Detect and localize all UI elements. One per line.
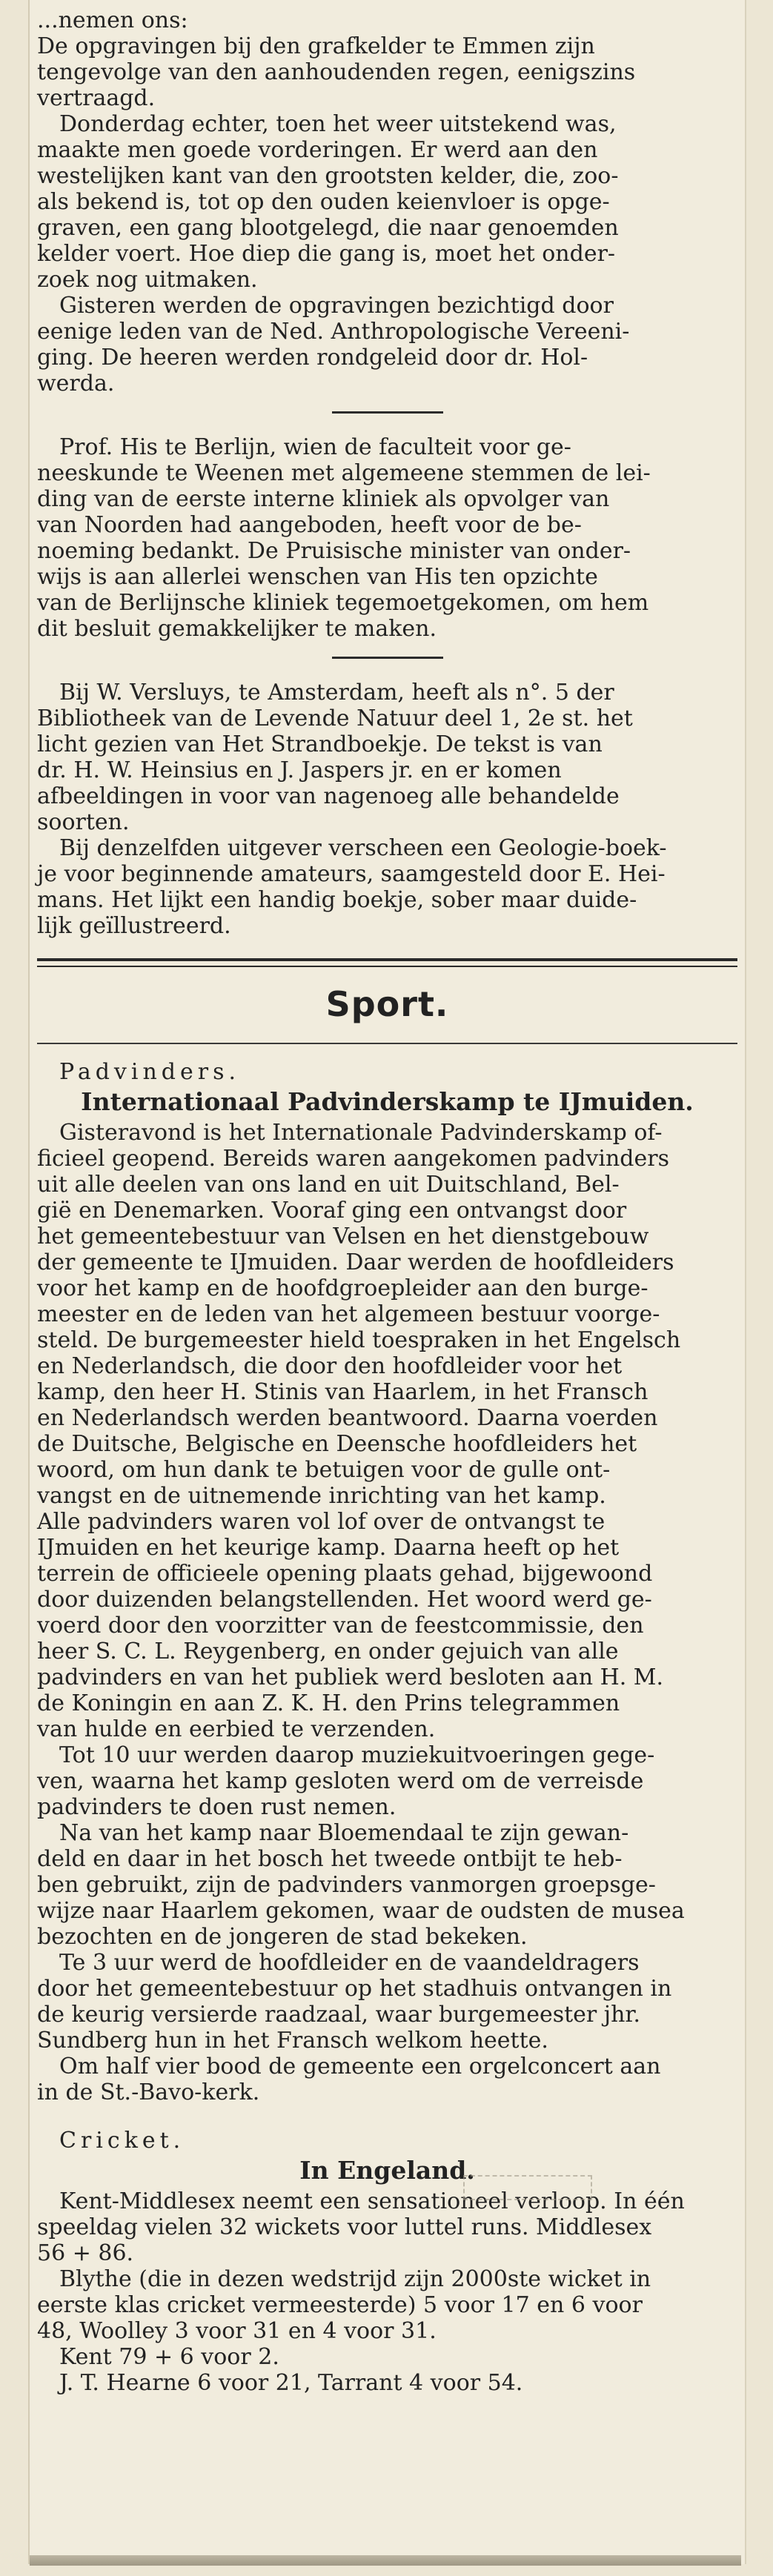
kicker-padvinders: Padvinders. [59, 1059, 241, 1085]
article-padvinders-concert: Om half vier bood de gemeente een orgelconcert aan in de St.-Bavo-kerk. [37, 2054, 661, 2105]
faded-stamp-mark [463, 2175, 592, 2200]
torn-bottom-edge [30, 2555, 741, 2566]
article-geologie-boekje: Bij denzelfden uitgever verscheen een Geologie-boek- je voor beginnende amateurs, saamgesteld door E. Hei- mans. Het lijkt een handig boekje, sober maar duide- lijk geïllustreerd. [37, 835, 667, 939]
article-padvinders-music: Tot 10 uur werden daarop muziekuitvoeringen gege- ven, waarna het kamp gesloten werd om de verreisde padvinders te doen rust nemen. [37, 1742, 655, 1820]
section-rule-top [37, 958, 737, 961]
section-title-sport: Sport. [325, 984, 449, 1024]
article-cricket-match: Kent-Middlesex neemt een sensationeel verloop. In één speeldag vielen 32 wickets voor luttel runs. Middlesex 56 + 86. [37, 2188, 685, 2266]
article-cricket-blythe: Blythe (die in dezen wedstrijd zijn 2000ste wicket in eerste klas cricket vermeesterde) 5 voor 17 en 6 voor 48, Woolley 3 voor 31 en 4 voor 31. [37, 2266, 651, 2344]
article-strandboekje: Bij W. Versluys, te Amsterdam, heeft als n°. 5 der Bibliotheek van de Levende Natuur deel 1, 2e st. het licht gezien van Het Strandboekje. De tekst is van dr. H. W. Heinsius en J. Jaspers jr. en er komen afbeeldingen in voor van nagenoeg alle behandelde soorten. [37, 680, 633, 835]
article-padvinders-haarlem: Na van het kamp naar Bloemendaal te zijn gewan- deld en daar in het bosch het tweede ontbijt te heb- ben gebruikt, zijn de padvinders vanmorgen groepsge- wijze naar Haarlem gekomen, waar de oudsten de musea bezochten en de jongeren de stad bekeken. [37, 1820, 685, 1950]
kicker-cricket: Cricket. [59, 2128, 185, 2154]
article-emmen-progress: Donderdag echter, toen het weer uitstekend was, maakte men goede vorderingen. Er werd aan den westelijken kant van den grootsten kelder, die, zoo- als bekend is, tot op den ouden keienvloer is opge- graven, een gang blootgelegd, die naar genoemden kelder voert. Hoe diep die gang is, moet het onder- zoek nog uitmaken. [37, 111, 619, 293]
headline-padvinderskamp: Internationaal Padvinderskamp te IJmuiden. [81, 1087, 694, 1116]
article-padvinders-stadhuis: Te 3 uur werd de hoofdleider en de vaandeldragers door het gemeentebestuur op het stadhuis ontvangen in de keurig versierde raadzaal, waar burgemeester jhr. Sundberg hun in het Fransch welkom heette. [37, 1950, 672, 2054]
article-cricket-hearne: J. T. Hearne 6 voor 21, Tarrant 4 voor 54. [59, 2370, 523, 2396]
separator-rule [332, 657, 443, 659]
separator-rule [332, 411, 443, 414]
article-emmen-intro: ...nemen ons: De opgravingen bij den grafkelder te Emmen zijn tengevolge van den aanhoudenden regen, eenigszins vertraagd. [37, 7, 636, 111]
article-padvinders-opening: Gisteravond is het Internationale Padvinderskamp of- ficieel geopend. Bereids waren aangekomen padvinders uit alle deelen van ons land en uit Duitschland, Bel- gië en Denemarken. Vooraf ging een ontvangst door het gemeentebestuur van Velsen en het dienstgebouw der gemeente te IJmuiden. Daar werden de hoofdleiders voor het kamp en de hoofdgroepleider aan den burge- meester en de leden van het algemeen bestuur voorge- steld. De burgemeester hield toespraken in het Engelsch en Nederlandsch, die door den hoofdleider voor het kamp, den heer H. Stinis van Haarlem, in het Fransch en Nederlandsch werden beantwoord. Daarna voerden de Duitsche, Belgische en Deensche hoofdleiders het woord, om hun dank te betuigen voor de gulle ont- vangst en de uitnemende inrichting van het kamp. Alle padvinders waren vol lof over de ontvangst te IJmuiden en het keurige kamp. Daarna heeft op het terrein de officieele opening plaats gehad, bijgewoond door duizenden belangstellenden. Het woord werd ge- voerd door den voorzitter van de feestcommissie, den heer S. C. L. Reygenberg, en onder gejuich van alle padvinders en van het publiek werd besloten aan H. M. de Koningin en aan Z. K. H. den Prins telegrammen van hulde en eerbied te verzenden. [37, 1120, 681, 1742]
article-cricket-kent: Kent 79 + 6 voor 2. [59, 2344, 279, 2370]
section-rule-bottom [37, 1043, 737, 1044]
article-emmen-visit: Gisteren werden de opgravingen bezichtigd door eenige leden van de Ned. Anthropologische Vereeni- ging. De heeren werden rondgeleid door dr. Hol- werda. [37, 293, 630, 396]
text-column [37, 7, 737, 2396]
section-rule-top-thin [37, 966, 737, 967]
article-prof-his: Prof. His te Berlijn, wien de faculteit voor ge- neeskunde te Weenen met algemeene stemmen de lei- ding van de eerste interne kliniek als opvolger van van Noorden had aangeboden, heeft voor de be- noeming bedankt. De Pruisische minister van onder- wijs is aan allerlei wenschen van His ten opzichte van de Berlijnsche kliniek tegemoetgekomen, om hem dit besluit gemakkelijker te maken. [37, 434, 651, 642]
headline-in-engeland: In Engeland. [299, 2156, 475, 2185]
